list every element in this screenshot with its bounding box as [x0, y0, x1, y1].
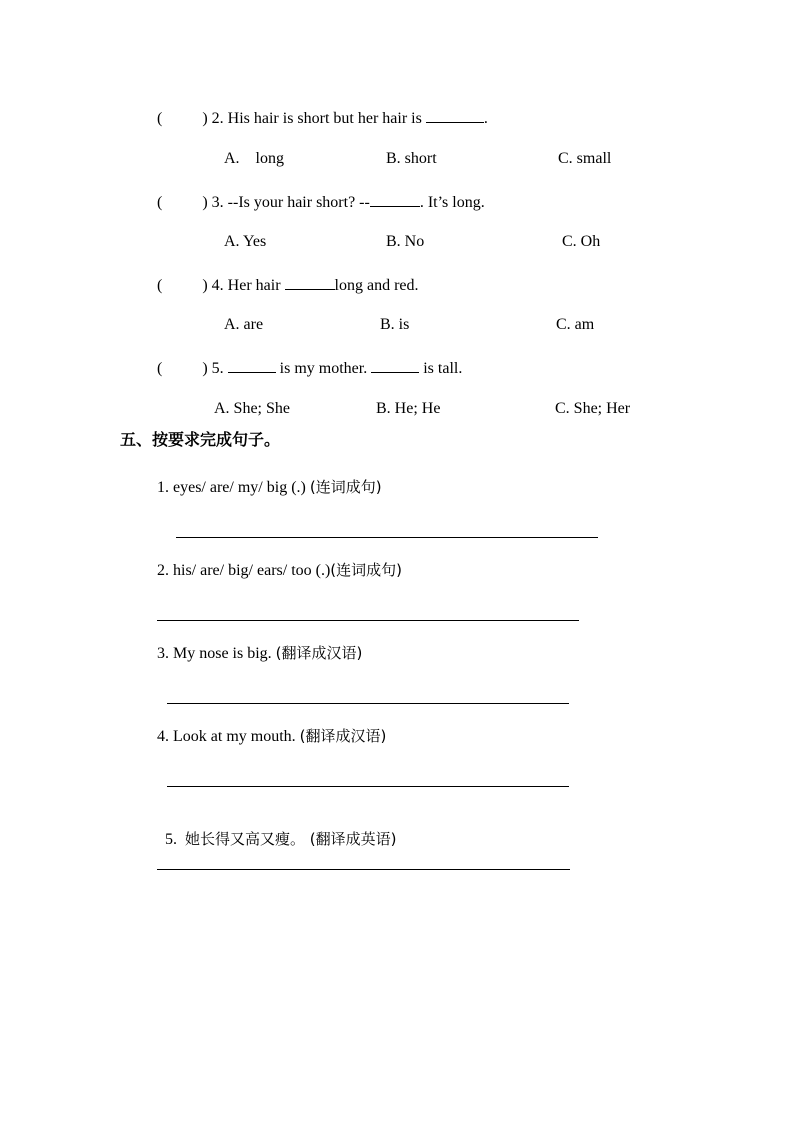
option-b: B. No: [386, 233, 425, 250]
section-title: 五、按要求完成句子。: [120, 430, 281, 449]
question-3: [157, 191, 485, 213]
fill-blank[interactable]: [228, 357, 276, 373]
task-text: 4. Look at my mouth.: [157, 728, 300, 745]
question-text: Her hair: [227, 277, 281, 294]
question-number: 5.: [211, 360, 224, 377]
question-4: [157, 274, 419, 296]
question-text-end: . It’s long.: [419, 194, 485, 211]
fill-blank[interactable]: [370, 191, 420, 207]
question-text: is my mother.: [279, 360, 368, 377]
question-number: 3.: [211, 194, 224, 211]
fill-blank[interactable]: [371, 357, 419, 373]
question-number: 2.: [211, 110, 224, 127]
option-c: C. Oh: [562, 233, 601, 250]
task-text: 3. My nose is big.: [157, 645, 276, 662]
answer-paren-open: (: [157, 110, 163, 127]
option-c: C. She; Her: [555, 400, 631, 417]
option-b: B. is: [380, 316, 410, 333]
question-2: [157, 107, 488, 129]
answer-paren-close: ): [202, 194, 208, 211]
question-5: [157, 357, 462, 379]
task-item-2: [157, 560, 402, 581]
option-a: A. are: [224, 316, 264, 333]
answer-paren-close: ): [202, 277, 208, 294]
task-text: 2. his/ are/ big/ ears/ too (.): [157, 562, 331, 579]
question-text-end: long and red.: [334, 277, 419, 294]
answer-line-3[interactable]: [167, 703, 569, 704]
answer-paren-open: (: [157, 360, 163, 377]
answer-paren-close: ): [202, 110, 208, 127]
fill-blank[interactable]: [285, 274, 335, 290]
task-chinese-sentence: 她长得又高又瘦。: [185, 830, 306, 848]
task-hint: (连词成句): [330, 561, 403, 579]
answer-line-1[interactable]: [176, 537, 598, 538]
option-c: C. small: [558, 150, 612, 167]
task-hint: (连词成句): [309, 478, 382, 496]
question-text: --Is your hair short? --: [227, 194, 370, 211]
option-a: A. long: [224, 150, 284, 167]
task-item-4: [157, 726, 386, 747]
task-item-1: [157, 477, 382, 498]
option-b: B. He; He: [376, 400, 441, 417]
answer-paren-open: (: [157, 277, 163, 294]
task-text: 5.: [165, 831, 185, 848]
option-a: A. Yes: [224, 233, 267, 250]
task-text: 1. eyes/ are/ my/ big (.): [157, 479, 310, 496]
option-a: A. She; She: [214, 400, 290, 417]
option-b: B. short: [386, 150, 437, 167]
question-number: 4.: [211, 277, 224, 294]
task-item-3: [157, 643, 362, 664]
question-text-end: .: [483, 110, 488, 127]
task-hint: (翻译成汉语): [299, 727, 387, 745]
answer-line-2[interactable]: [157, 620, 579, 621]
answer-line-5[interactable]: [157, 869, 570, 870]
answer-paren-close: ): [202, 360, 208, 377]
option-c: C. am: [556, 316, 595, 333]
task-hint: (翻译成汉语): [275, 644, 363, 662]
task-item-5: [157, 809, 397, 850]
answer-line-4[interactable]: [167, 786, 569, 787]
answer-paren-open: (: [157, 194, 163, 211]
fill-blank[interactable]: [426, 107, 484, 123]
question-text: His hair is short but her hair is: [227, 110, 422, 127]
task-hint: (翻译成英语): [305, 830, 397, 848]
question-text-end: is tall.: [423, 360, 463, 377]
